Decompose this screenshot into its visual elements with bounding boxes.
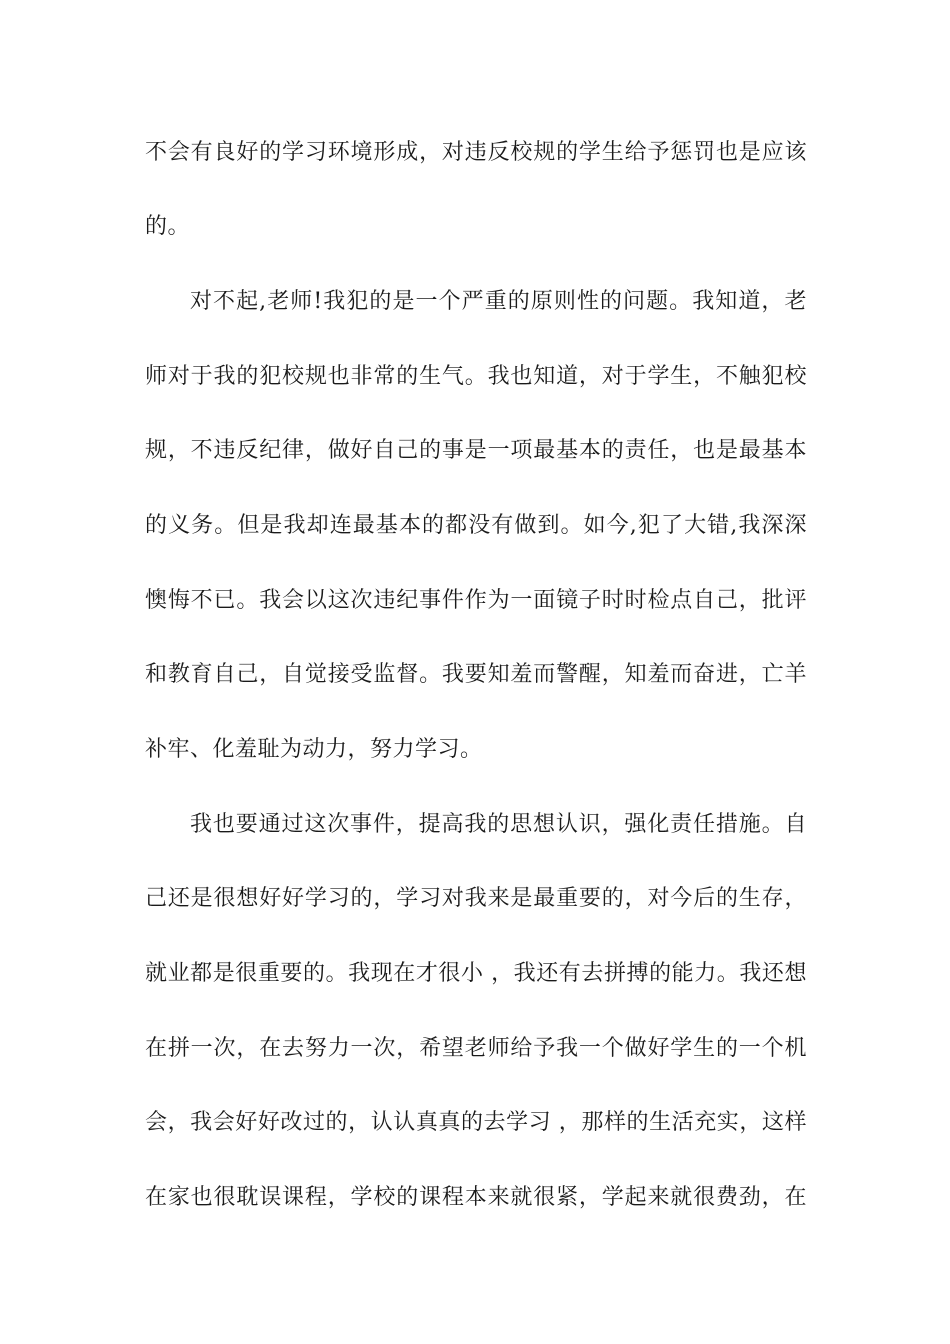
text-line: 在拼一次，在去努力一次，希望老师给予我一个做好学生的一个机 <box>145 1036 807 1061</box>
text-line: 不会有良好的学习环境形成，对违反校规的学生给予惩罚也是应该 <box>145 140 807 165</box>
text-line: 对不起,老师!我犯的是一个严重的原则性的问题。我知道，老 <box>190 289 807 314</box>
text-line: 在家也很耽误课程，学校的课程本来就很紧，学起来就很费劲，在 <box>145 1185 807 1210</box>
text-line: 的。 <box>145 214 191 239</box>
text-line: 懊悔不已。我会以这次违纪事件作为一面镜子时时检点自己，批评 <box>145 588 807 613</box>
text-line: 的义务。但是我却连最基本的都没有做到。如今,犯了大错,我深深 <box>145 513 807 538</box>
text-line: 我也要通过这次事件，提高我的思想认识，强化责任措施。自 <box>190 812 807 837</box>
text-line: 师对于我的犯校规也非常的生气。我也知道，对于学生，不触犯校 <box>145 364 807 389</box>
text-line: 规，不违反纪律，做好自己的事是一项最基本的责任，也是最基本 <box>145 438 807 463</box>
text-line: 就业都是很重要的。我现在才很小 ，我还有去拼搏的能力。我还想 <box>145 961 807 986</box>
text-line: 会，我会好好改过的，认认真真的去学习 ，那样的生活充实，这样 <box>145 1110 807 1135</box>
text-line: 和教育自己，自觉接受监督。我要知羞而警醒，知羞而奋进，亡羊 <box>145 662 807 687</box>
text-line: 己还是很想好好学习的，学习对我来是最重要的，对今后的生存， <box>145 886 807 911</box>
text-line: 补牢、化羞耻为动力，努力学习。 <box>145 737 483 762</box>
